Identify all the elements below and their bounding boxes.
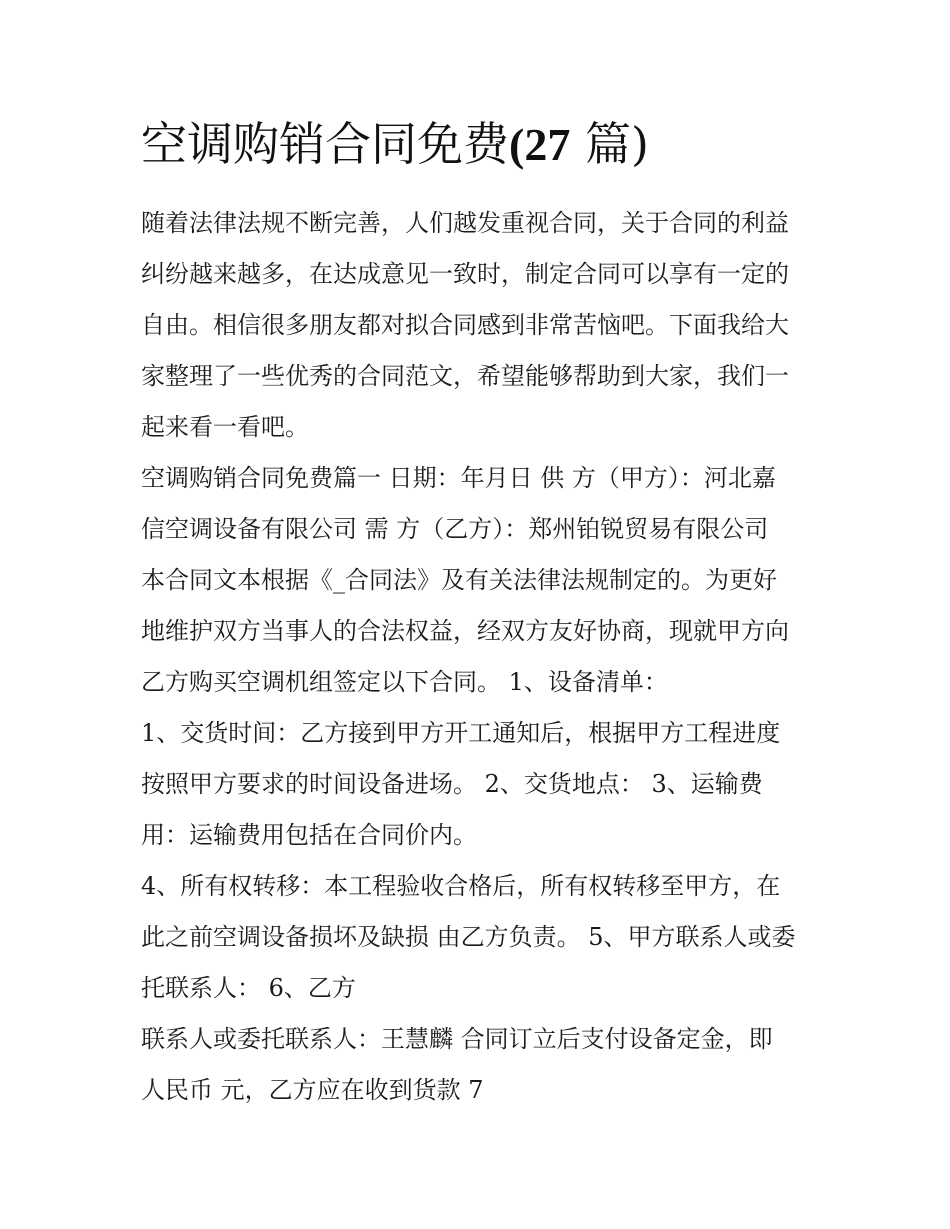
text-line: 随着法律法规不断完善，人们越发重视合同，关于合同的利益 <box>141 209 789 237</box>
text-line: 4、所有权转移：本工程验收合格后，所有权转移至甲方，在 <box>141 872 781 900</box>
text-line: 本合同文本根据《_合同法》及有关法律法规制定的。为更好 <box>141 566 777 594</box>
document-title <box>141 112 841 177</box>
text-line: 空调购销合同免费篇一 日期：年月日 供 方（甲方）：河北嘉 <box>141 464 776 492</box>
text-line: 此之前空调设备损坏及缺损 由乙方负责。 5、甲方联系人或委 <box>141 923 796 951</box>
title-count: (27 <box>509 119 571 170</box>
text-line: 自由。相信很多朋友都对拟合同感到非常苦恼吧。下面我给大 <box>141 311 789 339</box>
text-line: 用：运输费用包括在合同价内。 <box>141 821 477 849</box>
text-line: 托联系人： 6、乙方 <box>141 974 356 1002</box>
title-tail: 篇) <box>570 117 649 171</box>
text-line: 1、交货时间：乙方接到甲方开工通知后，根据甲方工程进度 <box>141 719 781 747</box>
text-line: 地维护双方当事人的合法权益，经双方友好协商，现就甲方向 <box>141 617 789 645</box>
text-line: 起来看一看吧。 <box>141 413 309 441</box>
text-line: 信空调设备有限公司 需 方（乙方）：郑州铂锐贸易有限公司 <box>141 515 769 543</box>
text-line: 按照甲方要求的时间设备进场。 2、交货地点： 3、运输费 <box>141 770 763 798</box>
document-body <box>141 198 831 1116</box>
text-line: 家整理了一些优秀的合同范文，希望能够帮助到大家，我们一 <box>141 362 789 390</box>
text-line: 联系人或委托联系人：王慧麟 合同订立后支付设备定金，即 <box>141 1025 773 1053</box>
text-line: 人民币 元，乙方应在收到货款 7 <box>141 1076 484 1104</box>
text-line: 纠纷越来越多，在达成意见一致时，制定合同可以享有一定的 <box>141 260 789 288</box>
title-main: 空调购销合同免费 <box>141 117 509 171</box>
text-line: 乙方购买空调机组签定以下合同。 1、设备清单： <box>141 668 668 696</box>
